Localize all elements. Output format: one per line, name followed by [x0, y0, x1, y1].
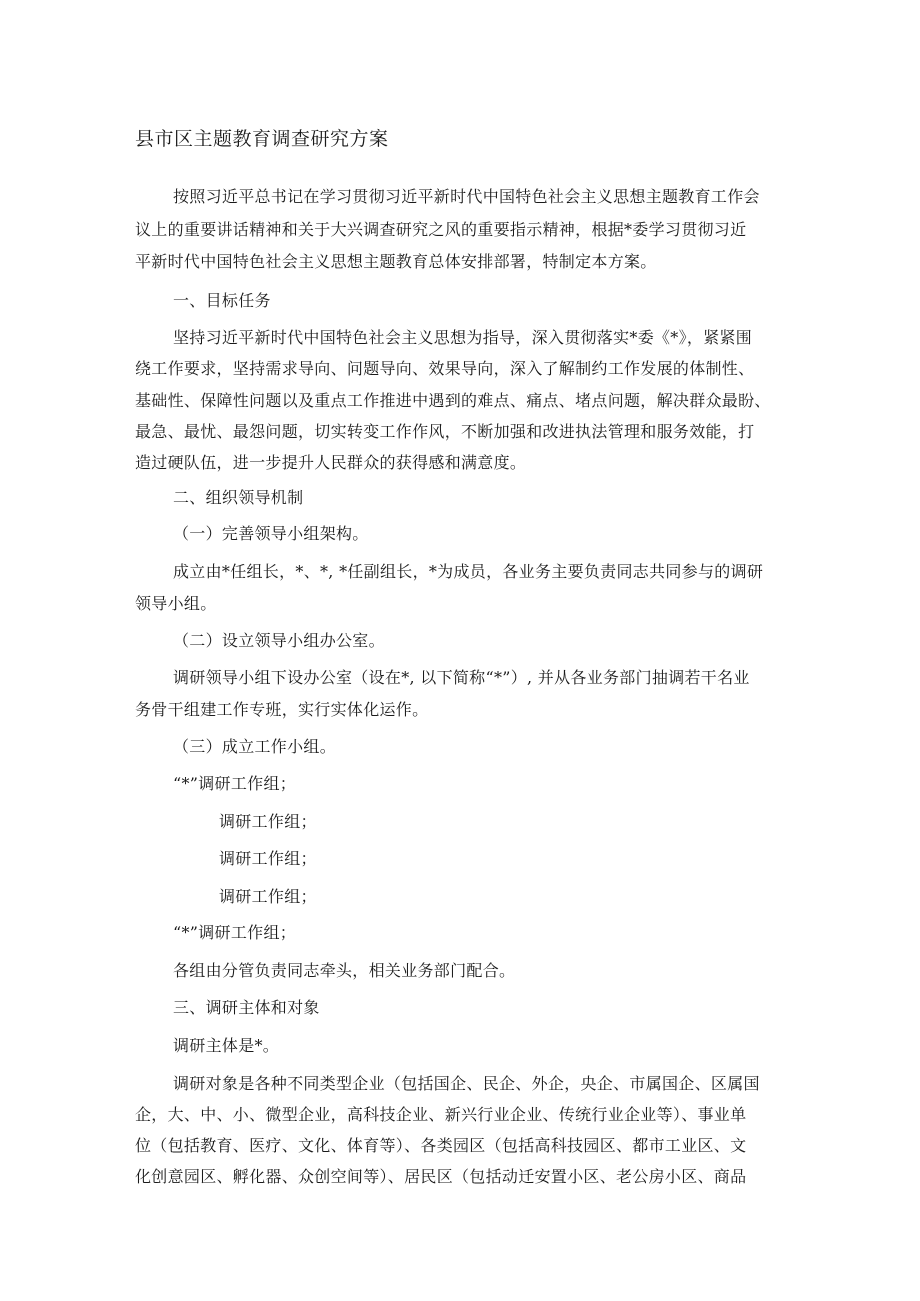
paragraph-line: 成立由*任组长，*、*, *任副组长，*为成员，各业务主要负责同志共同参与的调研	[173, 562, 764, 581]
paragraph-line: 调研主体是*。	[173, 1036, 280, 1055]
paragraph-line: 化创意园区、孵化器、众创空间等）、居民区（包括动迁安置小区、老公房小区、商品	[135, 1167, 747, 1186]
paragraph-line: 领导小组。	[135, 594, 217, 613]
section-heading: 一、目标任务	[173, 291, 271, 310]
paragraph-line: 绕工作要求，坚持需求导向、问题导向、效果导向，深入了解制约工作发展的体制性、	[135, 359, 755, 378]
paragraph-line: 平新时代中国特色社会主义思想主题教育总体安排部署，特制定本方案。	[135, 252, 657, 271]
list-item: 调研工作组；	[219, 849, 317, 868]
paragraph-line: 坚持习近平新时代中国特色社会主义思想为指导，深入贯彻落实*委《*》，紧紧围	[173, 328, 753, 347]
list-item: 调研工作组；	[219, 887, 317, 906]
list-item: “*”调研工作组；	[173, 774, 297, 793]
document-title: 县市区主题教育调查研究方案	[135, 128, 389, 150]
paragraph-line: 调研领导小组下设办公室（设在*, 以下简称“*”）, 并从各业务部门抽调若干名业	[173, 668, 750, 687]
paragraph-line: 企，大、中、小、微型企业，高科技企业、新兴行业企业、传统行业企业等）、事业单	[135, 1105, 747, 1124]
paragraph-line: 最急、最忧、最怨问题，切实转变工作作风，不断加强和改进执法管理和服务效能，打	[135, 422, 755, 441]
paragraph-line: 位（包括教育、医疗、文化、体育等）、各类园区（包括高科技园区、都市工业区、文	[135, 1136, 747, 1155]
paragraph-line: 按照习近平总书记在学习贯彻习近平新时代中国特色社会主义思想主题教育工作会	[173, 187, 760, 206]
section-heading: 二、组织领导机制	[173, 488, 304, 507]
list-item: “*”调研工作组；	[173, 923, 297, 942]
subsection-heading: （三）成立工作小组。	[173, 737, 337, 756]
paragraph-line: 调研对象是各种不同类型企业（包括国企、民企、外企，央企、市属国企、区属国	[173, 1074, 760, 1093]
paragraph-line: 造过硬队伍，进一步提升人民群众的获得感和满意度。	[135, 453, 527, 472]
paragraph-line: 基础性、保障性问题以及重点工作推进中遇到的难点、痛点、堵点问题，解决群众最盼、	[135, 391, 771, 410]
paragraph-line: 议上的重要讲话精神和关于大兴调查研究之风的重要指示精神，根据*委学习贯彻习近	[135, 220, 747, 239]
subsection-heading: （一）完善领导小组架构。	[173, 524, 369, 543]
section-heading: 三、调研主体和对象	[173, 998, 320, 1017]
subsection-heading: （二）设立领导小组办公室。	[173, 631, 385, 650]
paragraph-line: 各组由分管负责同志牵头，相关业务部门配合。	[173, 961, 516, 980]
paragraph-line: 务骨干组建工作专班，实行实体化运作。	[135, 700, 429, 719]
list-item: 调研工作组；	[219, 812, 317, 831]
